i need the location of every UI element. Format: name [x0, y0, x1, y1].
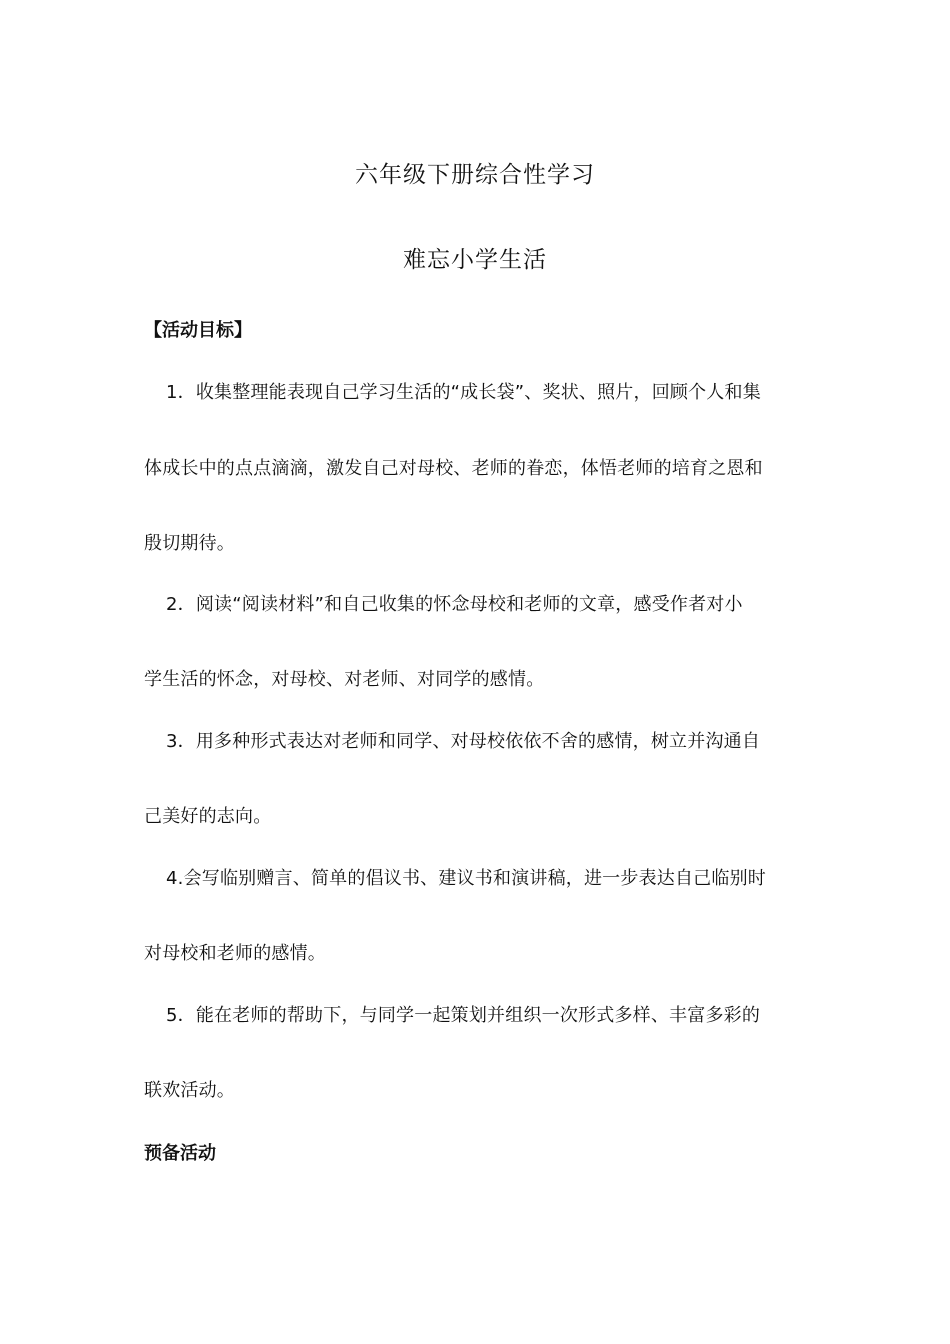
document-subtitle: 难忘小学生活	[403, 247, 547, 273]
goal-4-line-2: 对母校和老师的感情。	[144, 943, 326, 964]
goal-3-line-1: 3．用多种形式表达对老师和同学、对母校依依不舍的感情，树立并沟通自	[166, 731, 761, 752]
goal-1-line-3: 殷切期待。	[144, 533, 235, 554]
goal-1-line-1: 1．收集整理能表现自己学习生活的“成长袋”、奖状、照片，回顾个人和集	[166, 382, 761, 403]
goal-4-line-1: 4.会写临别赠言、简单的倡议书、建议书和演讲稿，进一步表达自己临别时	[166, 868, 766, 889]
goals-heading: 【活动目标】	[144, 320, 252, 341]
goal-5-line-2: 联欢活动。	[144, 1080, 235, 1101]
goal-5-line-1: 5．能在老师的帮助下，与同学一起策划并组织一次形式多样、丰富多彩的	[166, 1005, 761, 1026]
goal-2-line-1: 2．阅读“阅读材料”和自己收集的怀念母校和老师的文章，感受作者对小	[166, 594, 743, 615]
goal-2-line-2: 学生活的怀念，对母校、对老师、对同学的感情。	[144, 669, 545, 690]
goal-3-line-2: 己美好的志向。	[144, 806, 272, 827]
goal-1-line-2: 体成长中的点点滴滴，激发自己对母校、老师的眷恋，体悟老师的培育之恩和	[144, 458, 763, 479]
prep-heading: 预备活动	[144, 1143, 216, 1164]
document-title: 六年级下册综合性学习	[355, 162, 595, 188]
